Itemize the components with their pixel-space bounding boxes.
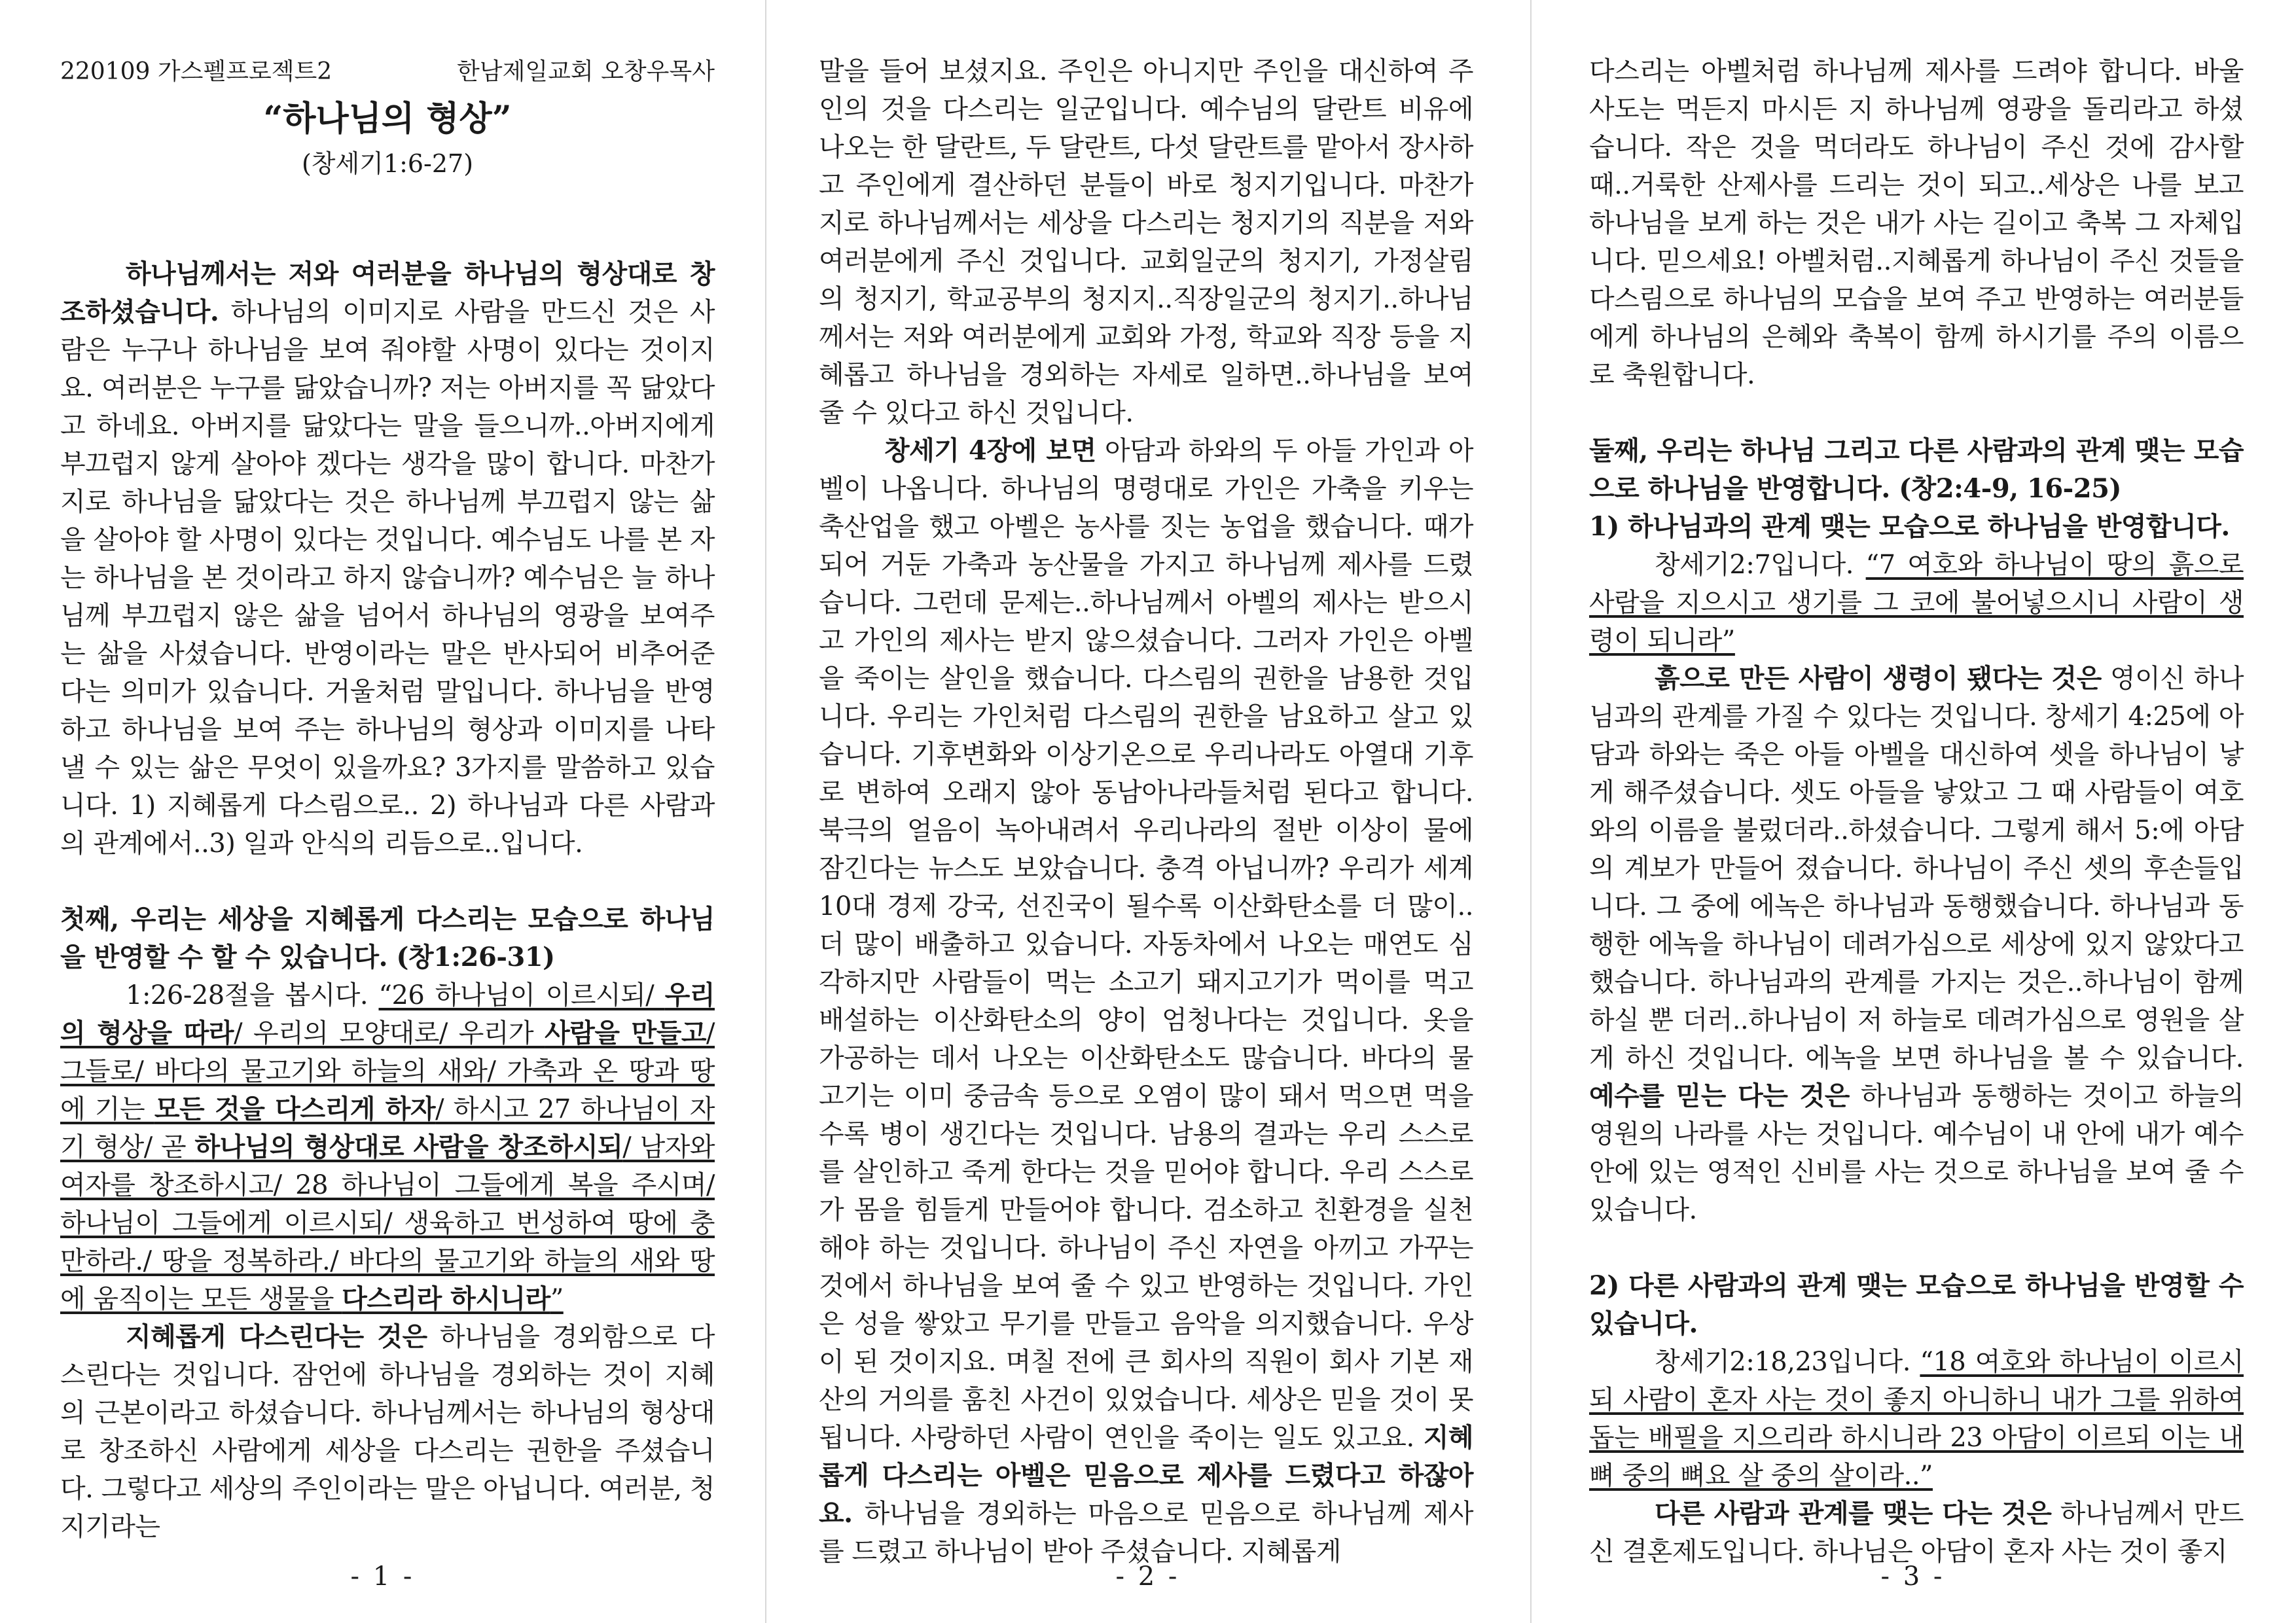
living-soul-end: 하나님과 동행하는 것이고 하늘의 영원의 나라를 사는 것입니다. 예수님이 내 안에 내가 예수 안에 있는 영적인 신비를 사는 것으로 하나님을 보여 줄 수 있습니다. bbox=[1589, 1081, 2244, 1225]
cain-abel-text: 아담과 하와의 두 아들 가인과 아벨이 나옵니다. 하나님의 명령대로 가인은 가축을 키우는 축산업을 했고 아벨은 농사를 짓는 농업을 했습니다. 때가 되어 거둔 가축과 농산물을 가지고 하나님께 제사를 드렸습니다. 그런데 문제는..하나님께서 아벨의 제사는 받으시고 가인의 제사는 받지 않으셨습니다. 그러자 가인은 아벨을 죽이는 살인을 했습니다. 다스림의 권한을 남용한 것입니다. 우리는 가인처럼 다스림의 권한을 남요하고 살고 있습니다. 기후변화와 이상기온으로 우리나라도 아열대 기후로 변하여 오래지 않아 동남아나라들처럼 된다고 합니다. 북극의 얼음이 녹아내려서 우리나라의 절반 이상이 물에 잠긴다는 뉴스도 보았습니다. 충격 아닙니까? 우리가 세계 10대 경제 강국, 선진국이 될수록 이산화탄소를 더 많이..더 많이 배출하고 있습니다. 자동차에서 나오는 매연도 심각하지만 사람들이 먹는 소고기 돼지고기가 먹이를 먹고 배설하는 이산화탄소의 양이 엄청나다는 것입니다. 옷을 가공하는 데서 나오는 이산화탄소도 많습니다. 바다의 물고기는 이미 중금속 등으로 오염이 많이 돼서 먹으면 먹을수록 병이 생긴다는 것입니다. 남용의 결과는 우리 스스로를 살인하고 죽게 한다는 것을 믿어야 합니다. 우리 스스로가 몸을 힘들게 만들어야 합니다. 검소하고 친환경을 실천해야 하는 것입니다. 하나님이 주신 자연을 아끼고 가꾸는 것에서 하나님을 보여 줄 수 있고 반영하는 것입니다. 가인은 성을 쌓았고 무기를 만들고 음악을 의지했습니다. 우상이 된 것이지요. 며칠 전에 큰 회사의 직원이 회사 기본 재산의 거의를 훔친 사건이 있었습니다. 세상은 믿을 것이 못됩니다. 사랑하던 사람이 연인을 죽이는 일도 있고요. bbox=[819, 436, 1473, 1453]
marriage-bold: 다른 사람과 관계를 맺는 다는 것은 bbox=[1655, 1498, 2052, 1529]
living-soul-paragraph bbox=[1589, 660, 2244, 1229]
genesis-2-18-intro: 창세기2:18,23입니다. bbox=[1655, 1347, 1920, 1377]
genesis-2-18-paragraph bbox=[1589, 1343, 2244, 1495]
abel-faith-bold: 지혜롭게 다스리는 아벨은 믿음으로 제사를 드렸다고 하잖아요. bbox=[819, 1422, 1473, 1529]
steward-paragraph: 말을 들어 보셨지요. 주인은 아니지만 주인을 대신하여 주인의 것을 다스리는 일군입니다. 예수님의 달란트 비유에 나오는 한 달란트, 두 달란트, 다섯 달란트를 맡아서 장사하고 주인에게 결산하던 분들이 바로 청지기입니다. 마찬가지로 하나님께서는 세상을 다스리는 청지기의 직분을 저와 여러분에게 주신 것입니다. 교회일군의 청지기, 가정살림의 청지기, 학교공부의 청지지..직장일군의 청지기..하나님께서는 저와 여러분에게 교회와 가정, 학교와 직장 등을 지혜롭고 하나님을 경외하는 자세로 일하면..하나님을 보여줄 수 있다고 하신 것입니다. bbox=[819, 56, 1473, 428]
page-1-column bbox=[60, 52, 715, 1546]
header-date-series: 220109 가스펠프로젝트2 bbox=[60, 58, 332, 85]
page-number-2: - 2 - bbox=[1115, 1561, 1180, 1592]
marriage-paragraph bbox=[1589, 1495, 2244, 1571]
genesis-2-7-intro: 창세기2:7입니다. bbox=[1655, 550, 1866, 580]
intro-text: 하나님의 이미지로 사람을 만드신 것은 사람은 누구나 하나님을 보여 줘야할 사명이 있다는 것이지요. 여러분은 누구를 닮았습니까? 저는 아버지를 꼭 닮았다고 하네요. 아버지를 닮았다는 말을 들으니까..아버지에게 부끄럽지 않게 살아야 겠다는 생각을 많이 합니다. 마찬가지로 하나님을 닮았다는 것은 하나님께 부끄럽지 않는 삶을 살아야 할 사명이 있다는 것입니다. 예수님도 나를 본 자는 하나님을 본 것이라고 하지 않습니까? 예수님은 늘 하나님께 부끄럽지 않은 삶을 넘어서 하나님의 영광을 보여주는 삶을 사셨습니다. 반영이라는 말은 반사되어 비추어준다는 의미가 있습니다. 거울처럼 말입니다. 하나님을 반영하고 하나님을 보여 주는 하나님의 형상과 이미지를 나타낼 수 있는 삶은 무엇이 있을까요? 3가지를 말씀하고 있습니다. 1) 지혜롭게 다스림으로.. 2) 하나님과 다른 사람과의 관계에서..3) 일과 안식의 리듬으로..입니다. bbox=[60, 297, 715, 859]
genesis4-bold: 창세기 4장에 보면 bbox=[884, 435, 1096, 466]
cain-abel-end: 하나님을 경외하는 마음으로 믿음으로 하나님께 제사를 드렸고 하나님이 받아 주셨습니다. 지혜롭게 bbox=[819, 1499, 1473, 1567]
sub-point-2-heading: 2) 다른 사람과의 관계 맺는 모습으로 하나님을 반영할 수 있습니다. bbox=[1589, 1270, 2244, 1339]
wisdom-text: 하나님을 경외함으로 다스린다는 것입니다. 잠언에 하나님을 경외하는 것이 지혜의 근본이라고 하셨습니다. 하나님께서는 하나님의 형상대로 창조하신 사람에게 세상을 다스리는 권한을 주셨습니다. 그렇다고 세상의 주인이라는 말은 아닙니다. 여러분, 청지기라는 bbox=[60, 1322, 715, 1542]
page-3 bbox=[1530, 0, 2295, 1623]
intro-paragraph bbox=[60, 255, 715, 863]
header-line bbox=[60, 52, 715, 92]
page-2 bbox=[765, 0, 1530, 1623]
page-number-1: - 1 - bbox=[350, 1561, 415, 1592]
believe-jesus-bold: 예수를 믿는 다는 것은 bbox=[1589, 1080, 1850, 1111]
second-point-heading: 둘째, 우리는 하나님 그리고 다른 사람과의 관계 맺는 모습으로 하나님을 반영합니다. (창2:4-9, 16-25) bbox=[1589, 435, 2244, 504]
abel-worship-paragraph: 다스리는 아벨처럼 하나님께 제사를 드려야 합니다. 바울사도는 먹든지 마시든 지 하나님께 영광을 돌리라고 하셨습니다. 작은 것을 먹더라도 하나님이 주신 것에 감사할 때..거룩한 산제사를 드리는 것이 되고..세상은 나를 보고 하나님을 보게 하는 것은 내가 사는 길이고 축복 그 자체입니다. 믿으세요! 아벨처럼..지혜롭게 하나님이 주신 것들을 다스림으로 하나님의 모습을 보여 주고 반영하는 여러분들에게 하나님의 은혜와 축복이 함께 하시기를 주의 이름으로 축원합니다. bbox=[1589, 56, 2244, 390]
genesis-2-7-paragraph bbox=[1589, 546, 2244, 660]
marriage-text: 하나님께서 만드신 결혼제도입니다. 하나님은 아담이 혼자 사는 것이 좋지 bbox=[1589, 1499, 2244, 1567]
verse-quote: “26 하나님이 이르시되/ 우리의 형상을 따라/ 우리의 모양대로/ 우리가 사람을 만들고/ 그들로/ 바다의 물고기와 하늘의 새와/ 가축과 온 땅과 땅에 기는 모든 것을 다스리게 하자/ 하시고 27 하나님이 자기 형상/ 곧 하나님의 형상대로 사람을 창조하시되/ 남자와 여자를 창조하시고/ 28 하나님이 그들에게 복을 주시며/ 하나님이 그들에게 이르시되/ 생육하고 번성하여 땅에 충만하라./ 땅을 정복하라./ 바다의 물고기와 하늘의 새와 땅에 움직이는 모든 생물을 다스리라 하시니라” bbox=[60, 980, 715, 1314]
living-soul-bold: 흙으로 만든 사람이 생령이 됐다는 것은 bbox=[1655, 663, 2102, 694]
first-point-heading: 첫째, 우리는 세상을 지혜롭게 다스리는 모습으로 하나님을 반영할 수 할 수 있습니다. (창1:26-31) bbox=[60, 904, 715, 972]
living-soul-text: 영이신 하나님과의 관계를 가질 수 있다는 것입니다. 창세기 4:25에 아담과 하와는 죽은 아들 아벨을 대신하여 셋을 하나님이 낳게 해주셨습니다. 셋도 아들을 낳았고 그 때 사람들이 여호와의 이름을 불렀더라..하셨습니다. 그렇게 해서 5:에 아담의 계보가 만들어 졌습니다. 하나님이 주신 셋의 후손들입니다. 그 중에 에녹은 하나님과 동행했습니다. 하나님과 동행한 에녹을 하나님이 데려가심으로 세상에 있지 않았다고 했습니다. 하나님과의 관계를 가지는 것은..하나님이 함께 하실 뿐 더러..하나님이 저 하늘로 데려가심으로 영원을 살게 하신 것입니다. 에녹을 보면 하나님을 볼 수 있습니다. bbox=[1589, 664, 2244, 1073]
verse-paragraph bbox=[60, 976, 715, 1318]
genesis-2-7-quote: “7 여호와 하나님이 땅의 흙으로 사람을 지으시고 생기를 그 코에 불어넣으시니 사람이 생령이 되니라” bbox=[1589, 550, 2244, 656]
sub-point-1-heading: 1) 하나님과의 관계 맺는 모습으로 하나님을 반영합니다. bbox=[1589, 511, 2230, 542]
sermon-title: “하나님의 형상” bbox=[263, 99, 512, 139]
scripture-reference: (창세기1:6-27) bbox=[301, 149, 474, 178]
intro-bold: 하나님께서는 저와 여러분을 하나님의 형상대로 창조하셨습니다. bbox=[60, 259, 715, 327]
page-3-column bbox=[1589, 52, 2244, 1571]
wisdom-bold: 지혜롭게 다스린다는 것은 bbox=[126, 1321, 427, 1352]
page-1 bbox=[0, 0, 765, 1623]
page-number-3: - 3 - bbox=[1880, 1561, 1945, 1592]
page-2-column bbox=[819, 52, 1473, 1571]
header-church-pastor: 한남제일교회 오창우목사 bbox=[457, 58, 715, 85]
verse-intro: 1:26-28절을 봅시다. bbox=[126, 980, 379, 1010]
genesis-2-18-quote: “18 여호와 하나님이 이르시되 사람이 혼자 사는 것이 좋지 아니하니 내가 그를 위하여 돕는 배필을 지으리라 하시니라 23 아담이 이르되 이는 내 뼈 중의 뼈요 살 중의 살이라..” bbox=[1589, 1347, 2244, 1491]
cain-abel-paragraph bbox=[819, 432, 1473, 1571]
wisdom-paragraph bbox=[60, 1318, 715, 1546]
